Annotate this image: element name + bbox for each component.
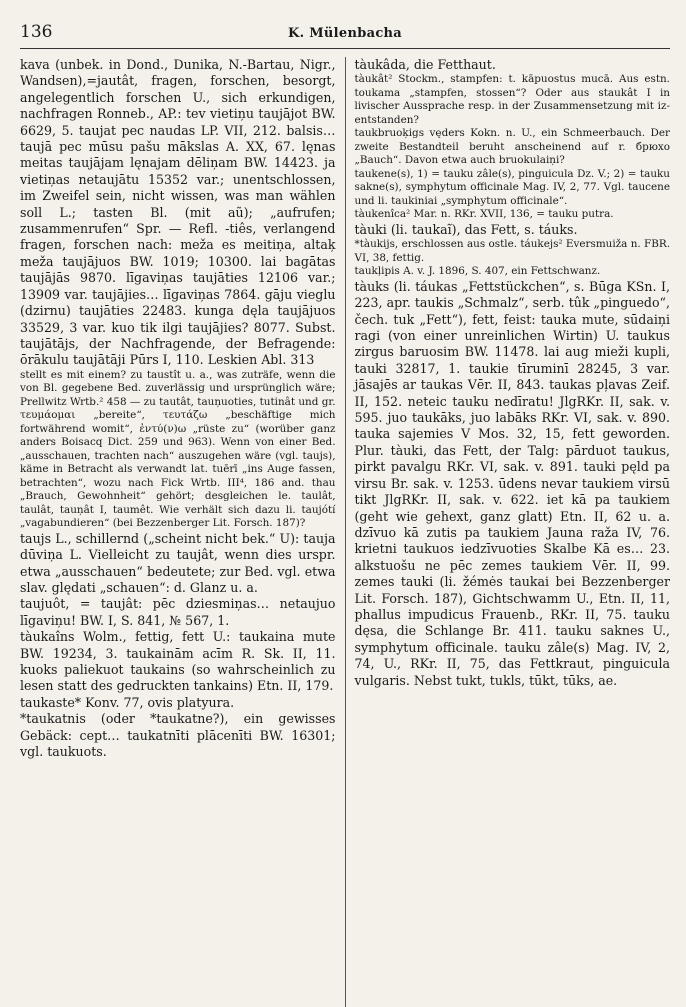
page-header xyxy=(20,22,670,49)
dictionary-entry: taukļipis A. v. J. 1896, S. 407, ein Fettschwanz. xyxy=(354,265,601,278)
left-column xyxy=(20,57,346,1007)
dictionary-entry: tàuki (li. taukaĩ), das Fett, s. táuks. xyxy=(354,221,578,237)
dictionary-entry: taukbruoķigs vęders Kokn. n. U., ein Schmeerbauch. Der zweite Bestandteil beruht anscheinend auf r. брюхо „Bauch“. Davon etwa auch bruokulaiņi? xyxy=(354,127,670,167)
dictionary-entry: taukene(s), 1) = tauku zâle(s), pinguicula Dz. V.; 2) = tauku sakne(s), symphytum officinale Mag. IV, 2, 77. Vgl. taucene und li. taukiniai „symphytum officinale“. xyxy=(354,167,670,207)
two-column-body xyxy=(20,57,670,1007)
right-column xyxy=(346,57,671,1007)
dictionary-entry: tàukenîca² Mar. n. RKr. XVII, 136, = tauku putra. xyxy=(354,208,614,221)
dictionary-entry: tàukaîns Wolm., fettig, fett U.: taukaina mute BW. 19234, 3. taukainām acīm R. Sk. II, 11. kuoks paliekuot taukains (so wahrscheinlich zu lesen statt des gedruckten tankains) Etn. II, 179. xyxy=(20,629,336,694)
dictionary-entry: *tàukijs, erschlossen aus ostle. táukejs² Eversmuiža n. FBR. VI, 38, fettig. xyxy=(354,238,670,264)
dictionary-entry: tàukâda, die Fetthaut. xyxy=(354,57,496,72)
dictionary-entry: tàuks (li. táukas „Fettstückchen“, s. Būga KSn. I, 223, apr. taukis „Schmalz“, serb. tûk „pinguedo“, čech. tuk „Fett“), fett, feist: tauka mute, sūdaiņi ragi (von einer unreinlichen Wirtin) U. taukus zirgus baruosim BW. 11478. lai aug mieži kupli, tauki 32817, 1. taukie tīruminī 28245, 3 var. jāsajēs ar taukas Vēr. II, 843. taukas pļavas Zeif. II, 152. neteic tauku nedīratu! JlgRKr. II, sak. v. 595. juo taukāks, juo labāks RKr. VI, sak. v. 890. tauka sajemies V Mos. 32, 15, fett geworden. Plur. tàuki, das Fett, der Talg: pārduot taukus, pirkt pavalgu RKr. VI, sak. v. 891. tauki pęld pa virsu Br. sak. v. 1253. ūdens nevar taukiem virsū tikt JlgRKr. II, sak. v. 622. iet kā pa taukiem (geht wie gehext, ganz glatt) Etn. II, 62 u. a. dzīvuo kā zutis pa taukiem Jauna raža IV, 76. krietni taukuos iedzīvuoties Skalbe Kā es… 23. alkstuošu ne pēc zemes taukiem Vēr. II, 99. zemes tauki (li. žémės taukai bei Bezzenberger Lit. Forsch. 187), Gichtschwamm U., Etn. II, 11, phallus impudicus Frauenb., RKr. II, 75. tauku dęsa, die Schlange Br. 411. tauku saknes U., symphytum officinale. tauku zâle(s) Mag. IV, 2, 74, U., RKr. II, 75, das Fettkraut, pinguicula vulgaris. Nebst tukt, tukls, tūkt, tūks, ae. xyxy=(354,278,670,688)
dictionary-entry: *taukatnis (oder *taukatne?), ein gewisses Gebäck: cept… taukatnīti plācenīti BW. 16301; vgl. taukuots. xyxy=(20,711,336,759)
dictionary-entry: taujuôt, = taujât: pēc dziesmiņas… netaujuo līgaviņu! BW. I, S. 841, № 567, 1. xyxy=(20,596,336,628)
dictionary-entry: taujs L., schillernd („scheint nicht bek.“ U): tauja dūviņa L. Vielleicht zu taujât, wenn dies urspr. etwa „ausschauen“ bedeutete; zur Bed. vgl. etwa slav. ględati „schauen“: d. Glanz u. a. xyxy=(20,530,336,595)
dictionary-entry: tàukât² Stockm., stampfen: t. kāpuostus mucā. Aus estn. toukama „stampfen, stossen“? Oder aus staukât I in livischer Aussprache resp. in der Zusammensetzung mit iz- entstanden? xyxy=(354,73,670,126)
dictionary-entry: taukaste* Konv. 77, ovis platyura. xyxy=(20,694,235,710)
page-number: 136 xyxy=(20,22,53,42)
dictionary-entry: stellt es mit einem? zu taustît u. a., was zuträfe, wenn die von Bl. gegebene Bed. zuverlässig und ursprünglich wäre; Prellwitz Wrtb.² 458 — zu tautât, tauņuoties, tutinât und gr. τευμάομαι „bereite“, τευτάζω „beschäftige mich fortwährend womit“, ἐντύ(ν)ω „rüste zu“ (worüber ganz anders Boisacq Dict. 259 und 963). Wenn von einer Bed. „ausschauen, trachten nach“ auszugehen wäre (vgl. taujs), käme in Betracht als verwandt lat. tuērī „ins Auge fassen, betrachten“, wozu nach Fick Wrtb. III⁴, 186 and. thau „Brauch, Gewohnheit“ gehört; desgleichen le. taulât, taulât, tauņât I, taumêt. Wie verhält sich dazu li. taujótí „vagabundieren“ (bei Bezzenberger Lit. Forsch. 187)? xyxy=(20,368,336,530)
running-title: K. Mülenbacha xyxy=(287,26,403,41)
dictionary-entry: kava (unbek. in Dond., Dunika, N.-Bartau, Nigr., Wandsen),=jautât, fragen, forschen, besorgt, angelegentlich forschen U., sich erkundigen, nachfragen Ronneb., AP.: tev vietiņu taujājot BW. 6629, 5. taujat pec naudas LP. VII, 212. balsis… taujā pec mūsu pašu mākslas A. XX, 67. lęnas meitas taujājam lęnajam dēliņam BW. 14423. ja vietiņas netaujātu 15352 var.; unentschlossen, im Zweifel sein, nicht wissen, was man wählen soll L.; tasten Bl. (mit aũ); „aufrufen; zusammenrufen“ Spr. — Refl. -tiês, verlangend fragen, forschen nach: meža es meitiņa, altaķ meža taujājuos BW. 1019; 10300. lai bagātas taujājās 9870. līgaviņas taujāties 12106 var.; 13909 var. taujājies… līgaviņas 7864. gāju vieglu (dzirnu) taujāties 22483. kunga dęla taujājuos 33529, 3 var. kuo tik ilgi taujājies? 8077. Subst. taujātājs, der Nachfragende, der Befragende: ōrākulu taujātāji Pūrs I, 110. Leskien Abl. 313 xyxy=(20,57,336,368)
